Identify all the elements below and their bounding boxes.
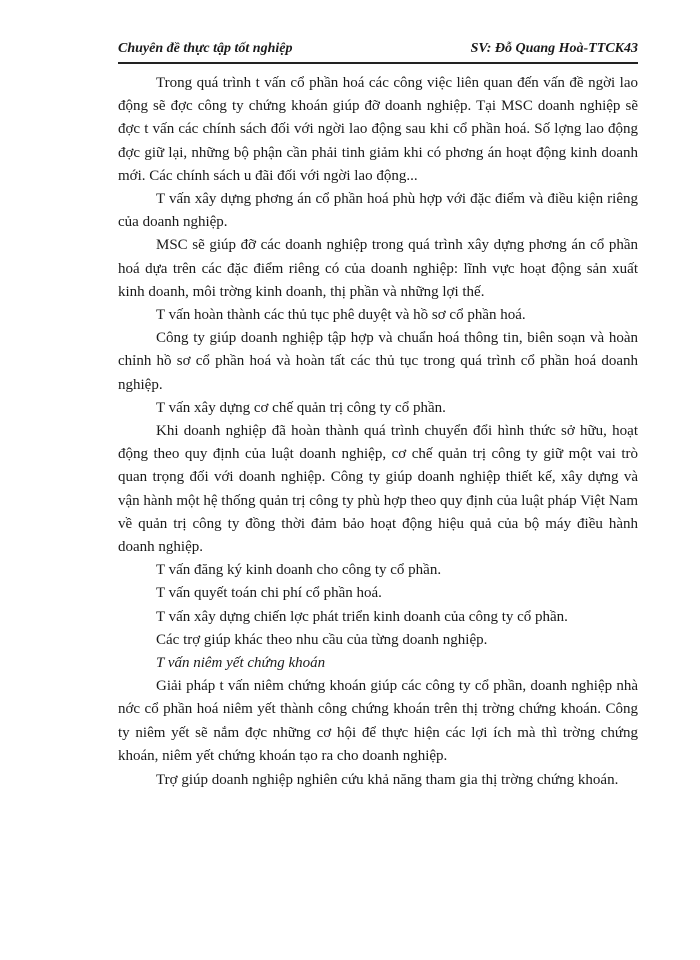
page-header xyxy=(118,38,638,64)
paragraph: T vấn đăng ký kinh doanh cho công ty cổ phần. xyxy=(156,562,442,579)
paragraph: T vấn quyết toán chi phí cổ phần hoá. xyxy=(156,585,382,602)
paragraph: Giải pháp t vấn niêm chứng khoán giúp các công ty cổ phần, doanh nghiệp nhà nớc cổ phần hoá niêm yết thành công chứng khoán trên thị trờng chứng khoán. Công ty niêm yết sẽ nắm đợc những cơ hội để thực hiện các lợi ích mà thì trờng chứng khoán, niêm yết chứng khoán tạo ra cho doanh nghiệp. xyxy=(118,678,638,764)
document-body xyxy=(118,72,638,792)
paragraph: Khi doanh nghiệp đã hoàn thành quá trình chuyển đổi hình thức sở hữu, hoạt động theo quy định của luật doanh nghiệp, cơ chế quản trị công ty giữ một vai trò quan trọng đối với doanh nghiệp. Công ty giúp doanh nghiệp thiết kế, xây dựng và vận hành một hệ thống quản trị công ty phù hợp theo quy định của luật pháp Việt Nam về quản trị công ty đồng thời đảm bảo hoạt động hiệu quả của bộ máy điều hành doanh nghiệp. xyxy=(118,423,638,556)
header-title: Chuyên đề thực tập tốt nghiệp xyxy=(118,41,293,56)
paragraph: Trong quá trình t vấn cổ phần hoá các công việc liên quan đến vấn đề ngời lao động sẽ đợc công ty chứng khoán giúp đỡ doanh nghiệp. Tại MSC doanh nghiệp sẽ đợc t vấn các chính sách đối với ngời lao động sau khi cổ phần hoá. Số lợng lao động đợc giữ lại, những bộ phận cần phải tinh giảm khi có phơng án hoạt động kinh doanh mới. Các chính sách u đãi đối với ngời lao động... xyxy=(118,75,638,184)
paragraph: T vấn hoàn thành các thủ tục phê duyệt và hồ sơ cổ phần hoá. xyxy=(156,307,526,324)
paragraph: T vấn xây dựng cơ chế quản trị công ty cổ phần. xyxy=(156,399,446,416)
paragraph: Trợ giúp doanh nghiệp nghiên cứu khả năng tham gia thị trờng chứng khoán. xyxy=(156,772,619,789)
paragraph: MSC sẽ giúp đỡ các doanh nghiệp trong quá trình xây dựng phơng án cổ phần hoá dựa trên các đặc điểm riêng có của doanh nghiệp: lĩnh vực hoạt động sản xuất kinh doanh, môi trờng kinh doanh, thị phần và những lợi thế. xyxy=(118,237,638,300)
header-author: SV: Đỗ Quang Hoà-TTCK43 xyxy=(470,41,638,56)
paragraph: Các trợ giúp khác theo nhu cầu của từng doanh nghiệp. xyxy=(156,631,488,648)
section-heading: T vấn niêm yết chứng khoán xyxy=(156,655,326,672)
paragraph: Công ty giúp doanh nghiệp tập hợp và chuẩn hoá thông tin, biên soạn và hoàn chỉnh hồ sơ cổ phần hoá và hoàn tất các thủ tục trong quá trình cổ phần hoá doanh nghiệp. xyxy=(118,330,638,393)
paragraph: T vấn xây dựng phơng án cổ phần hoá phù hợp với đặc điểm và điều kiện riêng của doanh nghiệp. xyxy=(118,191,638,231)
paragraph: T vấn xây dựng chiến lợc phát triển kinh doanh của công ty cổ phần. xyxy=(156,608,568,625)
